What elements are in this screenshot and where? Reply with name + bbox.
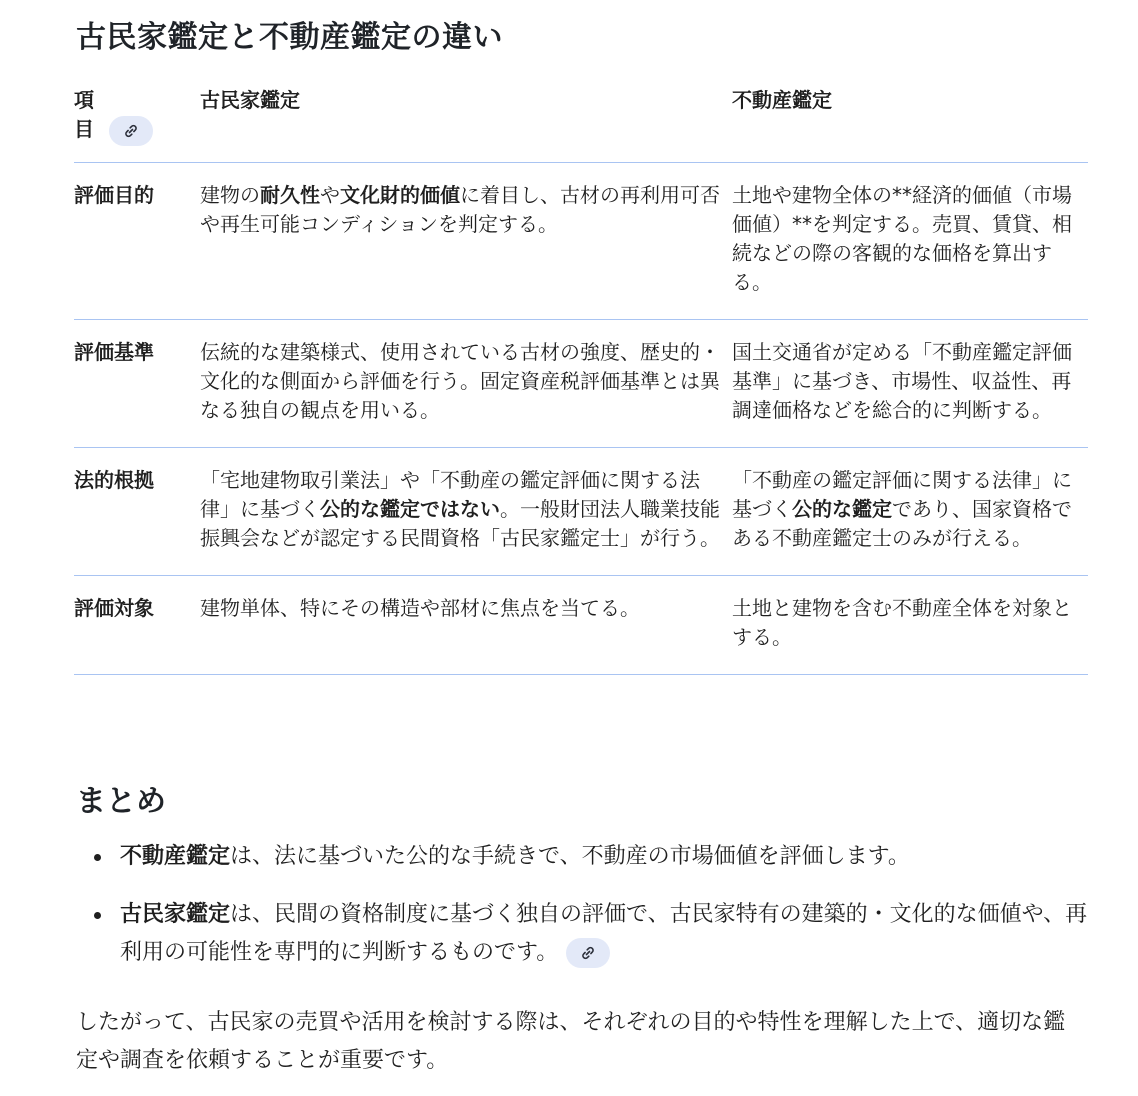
cell-kominka: 伝統的な建築様式、使用されている古材の強度、歴史的・文化的な側面から評価を行う。固定資産税評価基準とは異なる独自の観点を用いる。 xyxy=(200,319,732,447)
cell-text: や xyxy=(320,182,340,207)
cell-text: 建物の xyxy=(200,182,260,207)
conclusion-paragraph: したがって、古民家の売買や活用を検討する際は、それぞれの目的や特性を理解した上で、適切な鑑定や調査を依頼することが重要です。 xyxy=(76,1010,1066,1073)
comparison-table xyxy=(74,80,1088,675)
cell-fudosan: 国土交通省が定める「不動産鑑定評価基準」に基づき、市場性、収益性、再調達価格などを総合的に判断する。 xyxy=(732,319,1088,447)
header-item xyxy=(74,80,200,162)
cell-bold: 文化財的価値 xyxy=(340,182,460,207)
summary-list xyxy=(120,838,1090,992)
table-header-row xyxy=(74,80,1088,162)
cell-text: 「不動産の鑑定評価に関する法律」に基づく xyxy=(732,467,1072,521)
row-label: 法的根拠 xyxy=(74,447,200,575)
header-item-line1: 項 xyxy=(74,88,94,112)
cell-text: に着目し、古材の再利用可否や再生可能コンディションを判定する。 xyxy=(200,182,720,236)
cell-bold: 公的な鑑定ではない xyxy=(320,496,500,521)
header-kominka: 古民家鑑定 xyxy=(200,80,732,162)
cell-kominka xyxy=(200,162,732,319)
link-icon xyxy=(580,945,596,961)
cell-fudosan: 土地や建物全体の**経済的価値（市場価値）**を判定する。売買、賃貸、相続などの際の客観的な価格を算出する。 xyxy=(732,162,1088,319)
list-item-text: は、法に基づいた公的な手続きで、不動産の市場価値を評価します。 xyxy=(230,844,910,869)
cell-fudosan: 土地と建物を含む不動産全体を対象とする。 xyxy=(732,575,1088,674)
cell-bold: 耐久性 xyxy=(260,182,320,207)
cell-text: であり、国家資格である不動産鑑定士のみが行える。 xyxy=(732,496,1072,550)
cell-text: 「宅地建物取引業法」や「不動産の鑑定評価に関する法律」に基づく xyxy=(200,467,700,521)
header-fudosan: 不動産鑑定 xyxy=(732,80,1088,162)
cell-kominka: 建物単体、特にその構造や部材に焦点を当てる。 xyxy=(200,575,732,674)
row-label: 評価対象 xyxy=(74,575,200,674)
table-row xyxy=(74,447,1088,575)
link-icon xyxy=(123,123,139,139)
section-title: 古民家鑑定と不動産鑑定の違い xyxy=(76,20,503,55)
table-link-button[interactable] xyxy=(109,116,153,146)
list-item-bold: 古民家鑑定 xyxy=(120,902,231,927)
cell-text: 。一般財団法人職業技能振興会などが認定する民間資格「古民家鑑定士」が行う。 xyxy=(200,496,720,550)
table-row xyxy=(74,575,1088,674)
row-label: 評価基準 xyxy=(74,319,200,447)
row-label: 評価目的 xyxy=(74,162,200,319)
cell-fudosan xyxy=(732,447,1088,575)
summary-title: まとめ xyxy=(76,784,166,819)
summary-link-button[interactable] xyxy=(566,938,610,968)
list-item xyxy=(120,838,1090,876)
header-item-line2: 目 xyxy=(74,117,94,141)
list-item xyxy=(120,896,1090,972)
table-row xyxy=(74,319,1088,447)
list-item-bold: 不動産鑑定 xyxy=(120,844,231,869)
cell-bold: 公的な鑑定 xyxy=(792,496,892,521)
list-item-text: は、民間の資格制度に基づく独自の評価で、古民家特有の建築的・文化的な価値や、再利用の可能性を専門的に判断するものです。 xyxy=(120,902,1088,965)
table-row xyxy=(74,162,1088,319)
cell-kominka xyxy=(200,447,732,575)
